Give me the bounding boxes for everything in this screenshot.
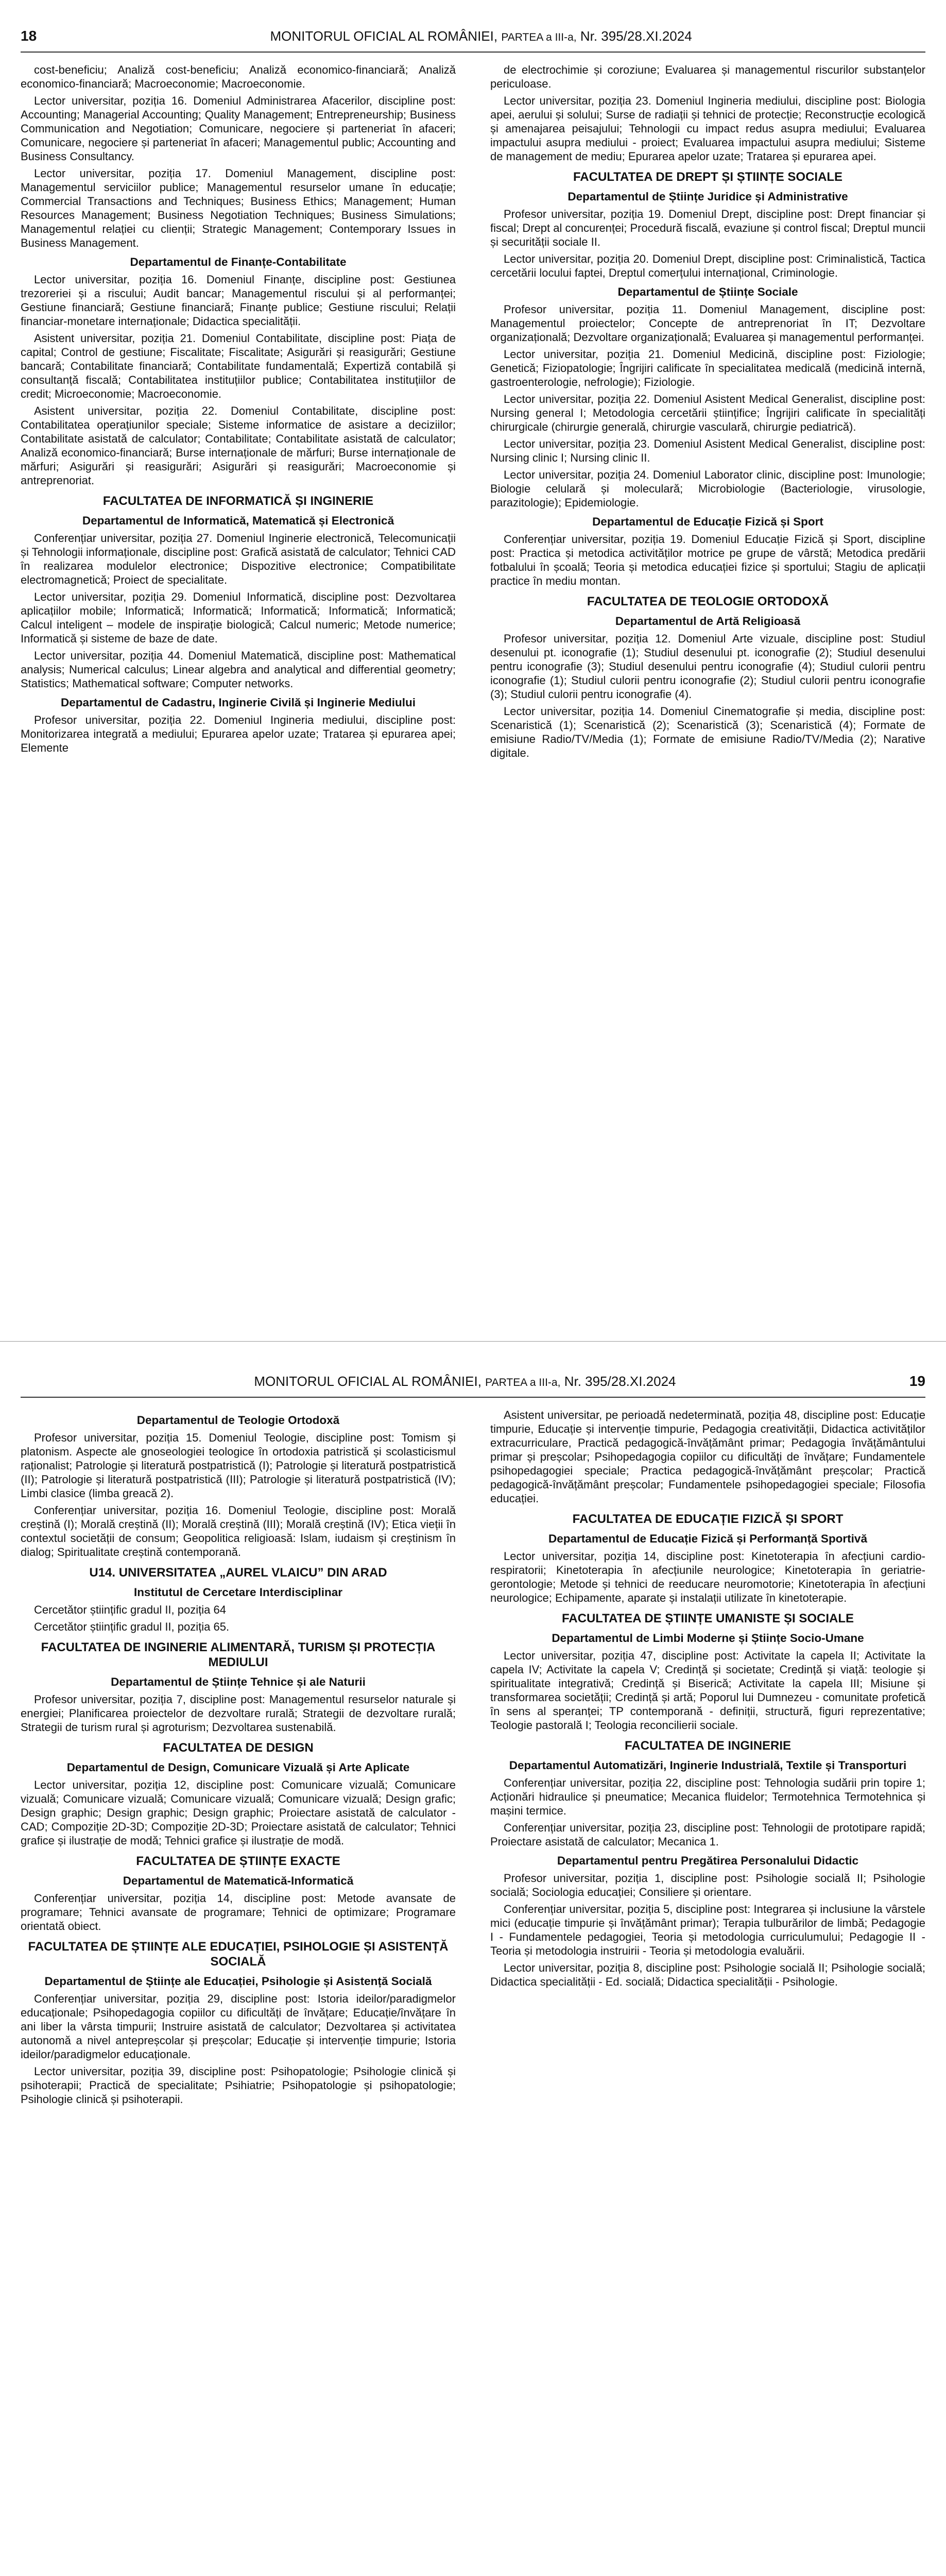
journal-name: MONITORUL OFICIAL AL ROMÂNIEI,: [270, 28, 498, 44]
department-heading: Departamentul de Finanțe-Contabilitate: [130, 256, 347, 268]
section-heading: FACULTATEA DE ȘTIINȚE EXACTE: [136, 1854, 340, 1868]
section-heading: FACULTATEA DE EDUCAȚIE FIZICĂ ȘI SPORT: [572, 1512, 844, 1526]
department-heading: Departamentul pentru Pregătirea Personalului Didactic: [557, 1854, 859, 1867]
paragraph: Profesor universitar, poziția 11. Domeniul Management, discipline post: Managementul proiectelor; Concepte de antreprenoriat în IT; Dezvoltare organizațională; Dezvoltare organizațională; Evaluarea și managementul performanței.: [490, 303, 925, 344]
paragraph: de electrochimie și coroziune; Evaluarea și managementul riscurilor substanțelor periculoase.: [490, 63, 925, 90]
paragraph: Lector universitar, poziția 17. Domeniul Management, discipline post: Managementul serviciilor publice; Managementul resurselor umane în educație; Commercial Transactions and Techniques; Business Ethics; Management; Human Resources Management; Business Negotiation Techniques; Business Simulations; Managementul relației cu clienții; Strategic Management; Contemporary Issues in Business Management.: [21, 167, 456, 249]
journal-issue: Nr. 395/28.XI.2024: [564, 1373, 676, 1389]
paragraph: Lector universitar, poziția 8, discipline post: Psihologie socială II; Psihologie socială; Didactica specialității - Ed. socială; Didactica specialității - Psihologie.: [490, 1961, 925, 1988]
section-heading: FACULTATEA DE INGINERIE ALIMENTARĂ, TURISM ȘI PROTECȚIA MEDIULUI: [41, 1640, 436, 1669]
page-separator: [0, 1341, 946, 1342]
paragraph: Conferențiar universitar, poziția 16. Domeniul Teologie, discipline post: Morală creștină (I); Morală creștină (II); Morală creștină (III); Morală creștină (IV); Etica vieții în contextul societății de consum; Geopolitica religioasă: Islam, iudaism și creștinism în dialog; Spiritualitate creștină contemporană.: [21, 1504, 456, 1558]
paragraph: Conferențiar universitar, poziția 23, discipline post: Tehnologii de prototipare rapidă; Proiectare asistată de calculator; Mecanica 1.: [490, 1821, 925, 1848]
paragraph: Lector universitar, poziția 16. Domeniul Administrarea Afacerilor, discipline post: Accounting; Managerial Accounting; Quality Management; Entrepreneurship; Business Communication and Negotiation; Comunicare, negociere și parteneriat în afaceri; Comunicare, negociere și parteneriat în afaceri; Managementul public; Accounting and Business Consultancy.: [21, 94, 456, 163]
paragraph: Lector universitar, poziția 47, discipline post: Activitate la capela II; Activitate la capela IV; Activitate la capela V; Credință și societate; Credință și viață: teologie și spiritualitate integrativă; Credință și Biserică; Activitate la capela III; Misiune și transformarea societății; Credință și artă; Poporul lui Dumnezeu - comunitate profetică în sens al speranței; TP contemporană - definiții, structură, figuri reprezentative; Teologie pastorală I; Teologia reconcilierii sociale.: [490, 1649, 925, 1732]
paragraph: Profesor universitar, poziția 19. Domeniul Drept, discipline post: Drept financiar și fiscal; Drept al concurenței; Procedură fiscală, evaziune și control fiscal; Dreptul muncii și securității sociale II.: [490, 208, 925, 248]
paragraph: Lector universitar, poziția 12, discipline post: Comunicare vizuală; Comunicare vizuală; Comunicare vizuală; Comunicare vizuală; Comunicare vizuală; Design grafic; Design graphic; Design graphic; Design graphic; Proiectare asistată de calculator - CAD; Compoziție 2D-3D; Compoziție 2D-3D; Proiectare asistată de calculator; Tehnici grafice și ilustrație de modă; Tehnici grafice și ilustrație de modă.: [21, 1778, 456, 1847]
section-heading: U14. UNIVERSITATEA „AUREL VLAICU” DIN ARAD: [89, 1566, 387, 1580]
paragraph: Profesor universitar, poziția 15. Domeniul Teologie, discipline post: Tomism și platonism. Aspecte ale gnoseologiei teologice în ortodoxia patristică și scolasticismul raționalist; Patrologie și literatură postpatristică (I); Patrologie și literatură postpatristică (II); Patrologie și literatură postpatristică (III); Patrologie și literatură postpatristică (IV); Limbi clasice (limba greacă 2).: [21, 1431, 456, 1500]
right-column: [490, 63, 925, 763]
section-heading: FACULTATEA DE DREPT ȘI ȘTIINȚE SOCIALE: [573, 170, 843, 184]
page-18: [21, 21, 925, 1329]
department-heading: Departamentul de Științe ale Educației, Psihologie și Asistență Socială: [44, 1975, 432, 1988]
journal-issue: Nr. 395/28.XI.2024: [580, 28, 692, 44]
left-column: [21, 1408, 456, 2109]
paragraph: Cercetător științific gradul II, poziția 64: [34, 1603, 226, 1616]
paragraph: cost-beneficiu; Analiză cost-beneficiu; Analiză economico-financiară; Analiză economico-financiară; Macroeconomie; Macroeconomie.: [21, 63, 456, 90]
paragraph: Profesor universitar, poziția 22. Domeniul Ingineria mediului, discipline post: Monitorizarea integrată a mediului; Epurarea apelor uzate; Tratarea și epurarea apei; Elemente: [21, 714, 456, 754]
section-heading: FACULTATEA DE INFORMATICĂ ȘI INGINERIE: [102, 494, 374, 508]
department-heading: Departamentul de Limbi Moderne și Științe Socio-Umane: [552, 1632, 864, 1645]
department-heading: Departamentul de Științe Tehnice și ale Naturii: [111, 1675, 366, 1688]
department-heading: Departamentul de Artă Religioasă: [615, 615, 801, 628]
left-column: [21, 63, 456, 763]
paragraph: Asistent universitar, pe perioadă nedeterminată, poziția 48, discipline post: Educație timpurie, Educație și intervenție timpurie, Pedagogia creativității, Didactica activităților extracurriculare, Practică pedagogică-învățământ primar; Pedagogia învățământului primar și preșcolar; Psihopedagogia copiilor cu dificultăți de învățare; Fundamentele psihopedagogiei speciale; Practica pedagogică-învățământ preșcolar; Practică pedagogică-învățământ preșcolar; Fundamentele psihopedagogiei speciale; Filosofia educației.: [490, 1409, 925, 1505]
page-number: 18: [21, 28, 37, 44]
paragraph: Lector universitar, poziția 20. Domeniul Drept, discipline post: Criminalistică, Tactica cercetării locului faptei, Dreptul comerțului internațional, Criminologie.: [490, 252, 925, 279]
paragraph: Asistent universitar, poziția 21. Domeniul Contabilitate, discipline post: Piața de capital; Control de gestiune; Fiscalitate; Fiscalitate; Asigurări și reasigurări; Gestiune bancară; Contabilitate financiară; Contabilitate fundamentală; Expertiză contabilă și consultanță fiscală; Contabilitatea instituțiilor publice; Contabilitatea instituțiilor de credit; Microeconomie; Macroeconomie.: [21, 332, 456, 400]
page-header: [21, 1366, 925, 1398]
paragraph: Lector universitar, poziția 23. Domeniul Asistent Medical Generalist, discipline post: Nursing clinic I; Nursing clinic II.: [490, 437, 925, 464]
journal-title: [37, 28, 925, 44]
department-heading: Departamentul de Matematică-Informatică: [123, 1874, 354, 1887]
paragraph: Lector universitar, poziția 24. Domeniul Laborator clinic, discipline post: Imunologie; Biologie celulară și moleculară; Microbiologie (Bacteriologie, virusologie, parazitologie); Epidemiologie.: [490, 468, 925, 509]
paragraph: Conferențiar universitar, poziția 5, discipline post: Integrarea și inclusiune la vârstele mici (educație timpurie și învățământ primar); Terapia tulburărilor de limbă; Pedagogie I - Fundamentele pedagogiei, Teoria și metodologia curriculumului; Pedagogie II - Teoria și metodologia instruirii - Teoria și metodologia evaluării.: [490, 1903, 925, 1957]
paragraph: Profesor universitar, poziția 12. Domeniul Arte vizuale, discipline post: Studiul desenului pt. iconografie (1); Studiul desenului pt. iconografie (2); Studiul desenului pentru iconografie (3); Studiul desenului pentru iconografie (4); Studiul culorii pentru iconografie (1); Studiul culorii pentru iconografie (2); Studiul culorii pentru iconografie (3); Studiul culorii pentru iconografie (4).: [490, 632, 925, 701]
paragraph: Conferențiar universitar, poziția 22, discipline post: Tehnologia sudării prin topire 1; Acționări hidraulice și pneumatice; Mecanica fluidelor; Termotehnica Termotehnica și mașini termice.: [490, 1776, 925, 1817]
paragraph: Lector universitar, poziția 14, discipline post: Kinetoterapia în afecțiuni cardio-respiratorii; Kinetoterapia în afecțiunile neurologice; Kinetoterapia în geriatrie-gerontologie; Metode și tehnici de reeducare neuromotorie; Kinetoterapia în afecțiuni neurologice; Echipamente, aparate și instalații utilizate în kinetoterapie.: [490, 1550, 925, 1604]
paragraph: Lector universitar, poziția 22. Domeniul Asistent Medical Generalist, discipline post: Nursing general I; Metodologia cercetării științifice; Îngrijiri calificate în specialități chirurgicale (chirurgie generală, chirurgie vasculară, chirurgie pediatrică).: [490, 393, 925, 433]
page-19: [21, 1366, 925, 2576]
paragraph: Lector universitar, poziția 39, discipline post: Psihopatologie; Psihologie clinică și psihoterapii; Practică de specialitate; Psihiatrie; Psihopatologie și psihopatologie; Psihologie clinică și psihoterapii.: [21, 2065, 456, 2106]
department-heading: Institutul de Cercetare Interdisciplinar: [133, 1586, 343, 1599]
section-heading: FACULTATEA DE ȘTIINȚE UMANISTE ȘI SOCIALE: [561, 1612, 854, 1625]
columns: [21, 63, 925, 763]
paragraph: Lector universitar, poziția 23. Domeniul Ingineria mediului, discipline post: Biologia apei, aerului și solului; Surse de radiații și tehnici de protecție; Reconstrucție ecologică și amenajarea peisajului; Tehnologii cu impact redus asupra mediului; Evaluarea impactului asupra mediului - proiect; Evaluarea impactului asupra mediului; Sisteme de management de mediu; Epurarea apelor uzate; Tratarea și epurarea apei.: [490, 94, 925, 163]
journal-name: MONITORUL OFICIAL AL ROMÂNIEI,: [254, 1373, 481, 1389]
department-heading: Departamentul de Teologie Ortodoxă: [136, 1414, 340, 1427]
paragraph: Profesor universitar, poziția 7, discipline post: Managementul resurselor naturale și energiei; Planificarea proiectelor de dezvoltare rurală; Strategii de dezvoltare rurală; Strategii de turism rural și agroturism; Dezvoltarea sustenabilă.: [21, 1693, 456, 1734]
department-heading: Departamentul de Științe Sociale: [617, 285, 798, 298]
paragraph: Cercetător științific gradul II, poziția 65.: [34, 1620, 230, 1633]
section-heading: FACULTATEA DE ȘTIINȚE ALE EDUCAȚIEI, PSIHOLOGIE ȘI ASISTENȚĂ SOCIALĂ: [28, 1940, 449, 1969]
paragraph: Lector universitar, poziția 21. Domeniul Medicină, discipline post: Fiziologie; Genetică; Fiziopatologie; Îngrijiri calificate în specialitatea medicală (medicină internă, gastroenterologie, nefrologie); Fiziologie.: [490, 348, 925, 388]
department-heading: Departamentul de Științe Juridice și Administrative: [567, 190, 848, 203]
paragraph: Conferențiar universitar, poziția 29, discipline post: Istoria ideilor/paradigmelor educaționale; Psihopedagogia copiilor cu dificultăți de învățare; Educație/învățare în ani liber la vârsta timpurii; Instruire asistată de calculator; Dezvoltarea și activitatea autonomă a nivel antepreșcolar și preșcolar; Educație și intervenție timpurie; Istoria ideilor/paradigmelor educaționale.: [21, 1992, 456, 2061]
department-heading: Departamentul Automatizări, Inginerie Industrială, Textile și Transporturi: [509, 1759, 907, 1772]
paragraph: Lector universitar, poziția 14. Domeniul Cinematografie și media, discipline post: Scenaristică (1); Scenaristică (2); Scenaristică (3); Scenaristică (4); Formate de emisiune Radio/TV/Media (1); Formate de emisiune Radio/TV/Media (2); Narative digitale.: [490, 705, 925, 759]
columns: [21, 1408, 925, 2109]
department-heading: Departamentul de Informatică, Matematică și Electronică: [82, 514, 394, 527]
page-header: [21, 21, 925, 53]
department-heading: Departamentul de Cadastru, Inginerie Civilă și Inginerie Mediului: [61, 696, 416, 709]
paragraph: Asistent universitar, poziția 22. Domeniul Contabilitate, discipline post: Contabilitatea operațiunilor speciale; Sisteme informatice de asistare a deciziilor; Contabilitate asistată de calculator; Contabilitate; Contabilitate asistată de calculator; Analiză economico-financiară; Burse internaționale de mărfuri; Burse internaționale de mărfuri; Asigurări și reasigurări; Asigurări și reasigurări; Macroeconomie și antreprenoriat.: [21, 404, 456, 487]
paragraph: Profesor universitar, poziția 1, discipline post: Psihologie socială II; Psihologie socială; Sociologia educației; Consiliere și orientare.: [490, 1872, 925, 1899]
right-column: [490, 1408, 925, 2109]
paragraph: Conferențiar universitar, poziția 14, discipline post: Metode avansate de programare; Tehnici avansate de programare; Tehnici de optimizare; Programare orientată obiect.: [21, 1892, 456, 1933]
section-heading: FACULTATEA DE INGINERIE: [624, 1739, 792, 1753]
paragraph: Lector universitar, poziția 44. Domeniul Matematică, discipline post: Mathematical analysis; Numerical calculus; Linear algebra and analytical and differential geometry; Statistics; Mathematical software; Computer networks.: [21, 649, 456, 690]
paragraph: Lector universitar, poziția 29. Domeniul Informatică, discipline post: Dezvoltarea aplicațiilor mobile; Informatică; Informatică; Informatică; Informatică; Informatică; Calcul inteligent – modele de inspirație biologică; Calcul numeric; Metode numerice; Informatică și sisteme de baze de date.: [21, 590, 456, 645]
paragraph: Lector universitar, poziția 16. Domeniul Finanțe, discipline post: Gestiunea trezoreriei și a riscului; Audit bancar; Managementul riscului și al performanței; Gestiune financiară; Gestiune financiară; Finanțe publice; Gestiune riscului; Relații financiar-monetare internaționale; Didactica specialității.: [21, 273, 456, 328]
journal-part: PARTEA a III-a,: [501, 31, 577, 43]
section-heading: FACULTATEA DE DESIGN: [163, 1741, 314, 1755]
paragraph: Conferențiar universitar, poziția 27. Domeniul Inginerie electronică, Telecomunicații și Tehnologii informaționale, discipline post: Grafică asistată de calculator; Tehnici CAD în realizarea modulelor electronice; Dispozitive electronice; Compatibilitate electromagnetică; Proiect de specialitate.: [21, 532, 456, 586]
journal-title: [21, 1374, 909, 1389]
journal-part: PARTEA a III-a,: [485, 1376, 561, 1388]
department-heading: Departamentul de Educație Fizică și Performanță Sportivă: [548, 1532, 867, 1545]
department-heading: Departamentul de Educație Fizică și Sport: [592, 515, 823, 528]
department-heading: Departamentul de Design, Comunicare Vizuală și Arte Aplicate: [66, 1761, 410, 1774]
paragraph: Conferențiar universitar, poziția 19. Domeniul Educație Fizică și Sport, discipline post: Practica și metodica activităților motrice pe grupe de vârstă; Metodica predării fotbalului în școală; Teoria și metodica educației fizice și sportului; Stagiu de aplicații practice în mediu montan.: [490, 533, 925, 587]
section-heading: FACULTATEA DE TEOLOGIE ORTODOXĂ: [587, 595, 829, 608]
page-number: 19: [909, 1373, 925, 1389]
